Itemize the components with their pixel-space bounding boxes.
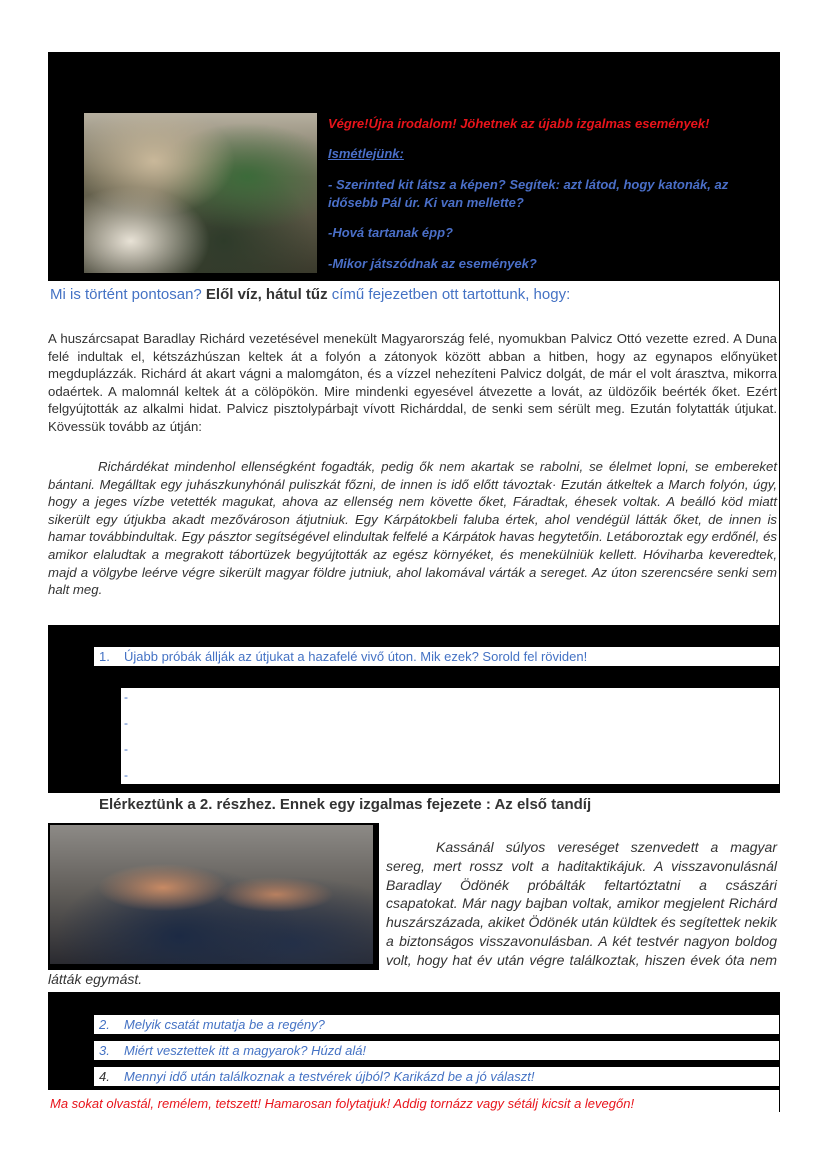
- closing-message: Ma sokat olvastál, remélem, tetszett! Hamarosan folytatjuk! Addig tornázz vagy sétálj kicsit a levegőn!: [50, 1096, 635, 1111]
- question-2: -Hová tartanak épp?: [328, 225, 453, 240]
- part2-heading: Elérkeztünk a 2. részhez. Ennek egy izgalmas fejezete : Az első tandíj: [99, 796, 592, 813]
- story-paragraph: [48, 458, 777, 599]
- battle-paragraph: [48, 838, 777, 988]
- answer-area[interactable]: [121, 688, 779, 784]
- battle-text: Kassánál súlyos vereséget szenvedett a magyar sereg, mert rossz volt a haditaktikájuk. A visszavonulásnál Baradlay Ödönék próbálták feltartóztatni a császári csapatokat. Már nagy bajban voltak, amikor megjelent Richárd huszárszázada, akiket Ödönék után küldtek és segítettek nekik a biztonságos visszavonulásban. A két testvér nagyon boldog volt, hogy hat év után végre találkoztak, hiszen évek óta nem látták egymást.: [48, 839, 777, 987]
- hussars-photo: [84, 113, 317, 273]
- recap-suffix: című fejezetben ott tartottunk, hogy:: [327, 286, 571, 303]
- answer-line-4[interactable]: -: [124, 768, 128, 782]
- question-1: - Szerinted kit látsz a képen? Segítek: azt látod, hogy katonák, az idősebb Pál úr. Ki van mellette?: [328, 177, 729, 210]
- task2-text: Melyik csatát mutatja be a regény?: [124, 1017, 325, 1032]
- chapter-title: Elől víz, hátul tűz: [205, 286, 328, 303]
- task2-number: 2.: [99, 1017, 110, 1032]
- task4-number: 4.: [99, 1069, 110, 1084]
- answer-line-3[interactable]: -: [124, 742, 128, 756]
- review-label: Ismétlejünk:: [328, 146, 404, 161]
- right-border: [779, 281, 780, 626]
- task1-number: 1.: [99, 649, 110, 664]
- summary-paragraph: A huszárcsapat Baradlay Richárd vezetésével menekült Magyarország felé, nyomukban Palvicz Ottó vezette ezred. A Duna felé indultak el, kétszázhúszan keltek át a folyón a zátonyok között abban a hitben, hogy az egynapos előnyüket megduplázzák. Richárd át akart vágni a malomgáton, és a vízzel nehezíteni Palvicz dolgát, de már el volt árasztva, mikorra odaértek. A malomnál keltek át a cölöpökön. Mire mindenki egyesével átvezette a lovát, az üldözőik beérték őket. Ezért felgyújtották az alkalmi hidat. Palvicz pisztolypárbajt vívott Richárddal, de senki sem sérült meg. Ezután folytatták útjukat. Kövessük tovább az útján:: [48, 331, 777, 434]
- task1-text: Újabb próbák állják az útjukat a hazafelé vivő úton. Mik ezek? Sorold fel röviden!: [124, 649, 588, 664]
- task3-text: Miért vesztettek itt a magyarok? Húzd alá!: [124, 1043, 367, 1058]
- question-3: -Mikor játszódnak az események?: [328, 256, 537, 271]
- task4-text: Mennyi idő után találkoznak a testvérek újból? Karikázd be a jó választ!: [124, 1069, 535, 1084]
- story-text: Richárdékat mindenhol ellenségként fogadták, pedig ők nem akartak se rabolni, se élelmet lopni, se embereket bántani. Megálltak egy juhászkunyhónál puliszkát főzni, de innen is idő előtt távoztak· Ezután átkeltek a March folyón, úgy, hogy a jeges vízbe vetették magukat, ahova az ellenség nem követte őket, Fáradtak, éhesek voltak. A beálló köd miatt sikerült egy útjukba akadt mezővároson átjutniuk. Egy Kárpátokbeli faluba értek, ahol vendégül látták őket, de innen is hamar továbbindultak. Egy pásztor segítségével elindultak felfelé a Kárpátok havas hegytetőin. Letáboroztak egy erdőnél, és amikor elaludtak a megrakott tábortüzek begyújtották az egész környéket, és menekülniük kellett. Hóviharba keveredtek, majd a völgybe leérve végre sikerült magyar földre jutniuk, ahol lakomával várták a sereget. Az úton szerencsére senki sem halt meg.: [48, 459, 777, 598]
- answer-line-2[interactable]: -: [124, 716, 128, 730]
- answer-line-1[interactable]: -: [124, 690, 128, 704]
- battle-float: [48, 838, 386, 966]
- task3-number: 3.: [99, 1043, 110, 1058]
- recap-prefix: Mi is történt pontosan?: [50, 286, 206, 303]
- recap-line: [50, 286, 780, 303]
- closing-border: [779, 1090, 780, 1112]
- intro-headline: Végre!Újra irodalom! Jöhetnek az újabb izgalmas események!: [328, 116, 710, 131]
